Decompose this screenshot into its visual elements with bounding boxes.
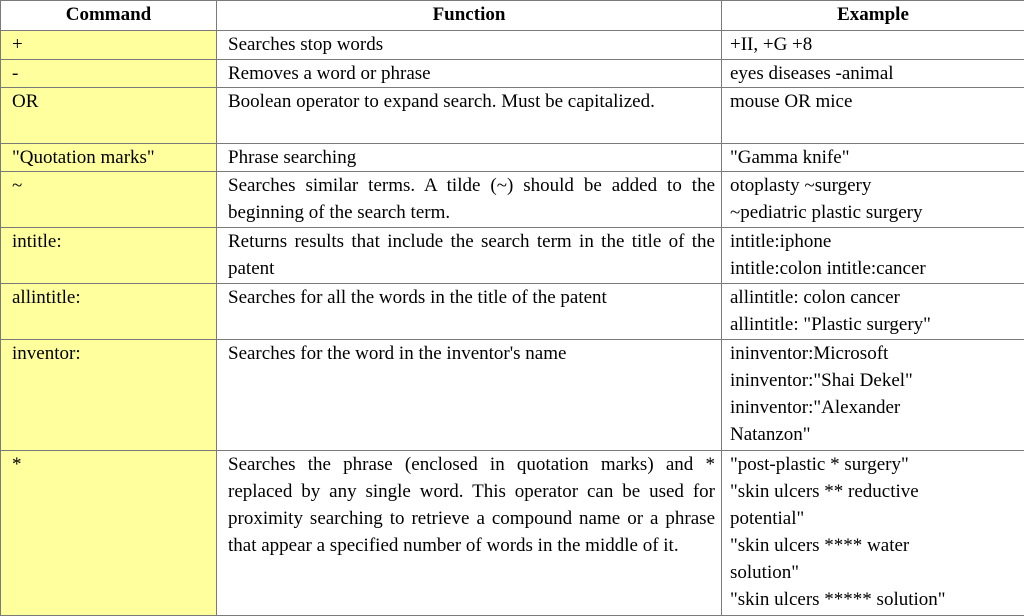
command-cell: OR bbox=[1, 88, 217, 144]
function-cell: Searches similar terms. A tilde (~) should be added to the beginning of the search term. bbox=[217, 172, 722, 228]
example-cell bbox=[722, 144, 1024, 172]
example-line: "skin ulcers ** reductive bbox=[730, 478, 1020, 505]
example-line: ininventor:"Alexander bbox=[730, 394, 1020, 421]
example-line: "skin ulcers **** water bbox=[730, 532, 1020, 559]
command-cell: * bbox=[1, 451, 217, 616]
example-line: mouse OR mice bbox=[730, 88, 1020, 115]
header-function: Function bbox=[217, 1, 722, 31]
example-line: eyes diseases -animal bbox=[730, 60, 1020, 87]
function-cell: Searches stop words bbox=[217, 31, 722, 60]
function-cell: Boolean operator to expand search. Must be capitalized. bbox=[217, 88, 722, 144]
example-line: +II, +G +8 bbox=[730, 31, 1020, 58]
example-cell bbox=[722, 172, 1024, 228]
example-cell bbox=[722, 60, 1024, 88]
example-line: potential" bbox=[730, 505, 1020, 532]
command-cell: + bbox=[1, 31, 217, 60]
example-cell bbox=[722, 284, 1024, 340]
command-cell: - bbox=[1, 60, 217, 88]
table-row bbox=[1, 228, 1024, 284]
example-line: solution" bbox=[730, 559, 1020, 586]
example-cell bbox=[722, 228, 1024, 284]
example-line: ~pediatric plastic surgery bbox=[730, 199, 1020, 226]
command-cell: "Quotation marks" bbox=[1, 144, 217, 172]
table-row bbox=[1, 88, 1024, 144]
function-cell: Searches for all the words in the title of the patent bbox=[217, 284, 722, 340]
example-line: "Gamma knife" bbox=[730, 144, 1020, 171]
example-line: intitle:colon intitle:cancer bbox=[730, 255, 1020, 282]
example-line: allintitle: colon cancer bbox=[730, 284, 1020, 311]
header-command: Command bbox=[1, 1, 217, 31]
example-line: otoplasty ~surgery bbox=[730, 172, 1020, 199]
example-line: ininventor:Microsoft bbox=[730, 340, 1020, 367]
table-row bbox=[1, 284, 1024, 340]
function-cell: Searches the phrase (enclosed in quotation marks) and * replaced by any single word. This operator can be used for proximity searching to retrieve a compound name or a phrase that appear a specified number of words in the middle of it. bbox=[217, 451, 722, 616]
command-cell: ~ bbox=[1, 172, 217, 228]
table-row bbox=[1, 340, 1024, 451]
function-cell: Returns results that include the search term in the title of the patent bbox=[217, 228, 722, 284]
example-line: Natanzon" bbox=[730, 421, 1020, 448]
table-row bbox=[1, 451, 1024, 616]
header-row bbox=[1, 1, 1024, 31]
table-row bbox=[1, 172, 1024, 228]
table-row bbox=[1, 144, 1024, 172]
example-line: "post-plastic * surgery" bbox=[730, 451, 1020, 478]
table-row bbox=[1, 60, 1024, 88]
function-cell: Removes a word or phrase bbox=[217, 60, 722, 88]
example-cell bbox=[722, 88, 1024, 144]
command-cell: inventor: bbox=[1, 340, 217, 451]
example-line: ininventor:"Shai Dekel" bbox=[730, 367, 1020, 394]
function-cell: Searches for the word in the inventor's name bbox=[217, 340, 722, 451]
example-line: allintitle: "Plastic surgery" bbox=[730, 311, 1020, 338]
example-line: intitle:iphone bbox=[730, 228, 1020, 255]
example-cell bbox=[722, 340, 1024, 451]
example-cell bbox=[722, 31, 1024, 60]
function-cell: Phrase searching bbox=[217, 144, 722, 172]
command-cell: intitle: bbox=[1, 228, 217, 284]
example-cell bbox=[722, 451, 1024, 616]
example-line: "skin ulcers ***** solution" bbox=[730, 586, 1020, 613]
command-cell: allintitle: bbox=[1, 284, 217, 340]
header-example: Example bbox=[722, 1, 1024, 31]
table-row bbox=[1, 31, 1024, 60]
